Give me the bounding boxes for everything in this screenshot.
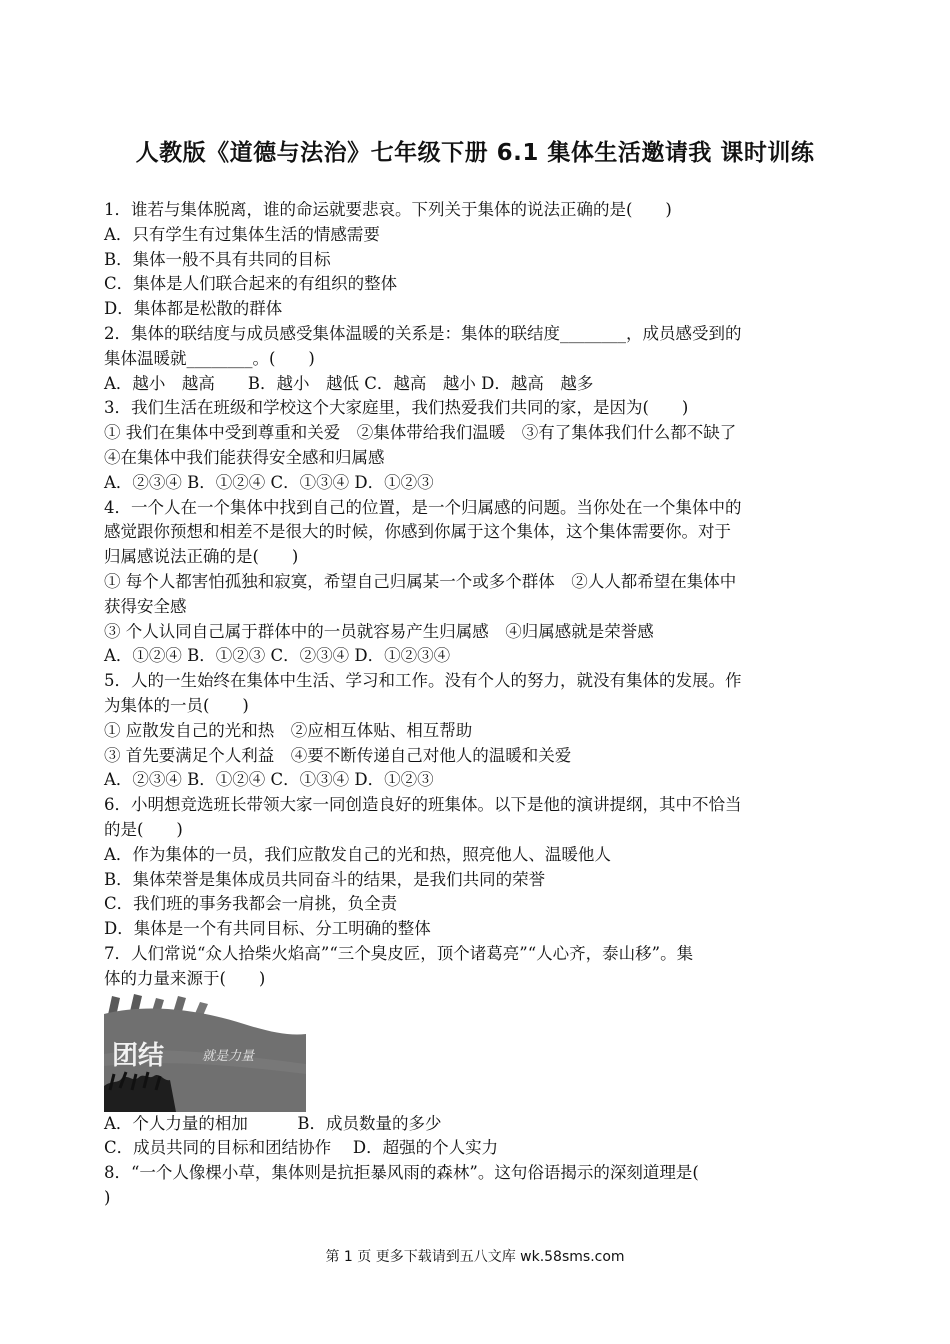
text-line: B．集体荣誉是集体成员共同奋斗的结果，是我们共同的荣誉 <box>104 869 546 889</box>
text-line: ① 每个人都害怕孤独和寂寞，希望自己归属某一个或多个群体 ②人人都希望在集体中 <box>104 571 737 591</box>
text-line: 1．谁若与集体脱离，谁的命运就要悲哀。下列关于集体的说法正确的是( ) <box>104 200 672 219</box>
text-line: B．集体一般不具有共同的目标 <box>104 249 331 269</box>
text-line: ③ 首先要满足个人利益 ④要不断传递自己对他人的温暖和关爱 <box>104 745 572 765</box>
page-footer: 第 1 页 更多下载请到五八文库 wk.58sms.com <box>325 1249 625 1265</box>
text-line: ③ 个人认同自己属于群体中的一员就容易产生归属感 ④归属感就是荣誉感 <box>104 621 654 641</box>
text-line: 6．小明想竞选班长带领大家一同创造良好的班集体。以下是他的演讲提纲，其中不恰当 <box>104 795 742 815</box>
text-line: C．集体是人们联合起来的有组织的整体 <box>104 274 398 294</box>
text-line: 集体温暖就________。( ) <box>104 348 315 368</box>
text-line: D．集体都是松散的群体 <box>104 299 283 319</box>
text-line: 3．我们生活在班级和学校这个大家庭里，我们热爱我们共同的家，是因为( ) <box>104 398 689 418</box>
text-line: 归属感说法正确的是( ) <box>104 547 299 567</box>
text-line: A．②③④ B．①②④ C．①③④ D．①②③ <box>104 770 434 790</box>
text-line: 2．集体的联结度与成员感受集体温暖的关系是：集体的联结度________，成员感受到的 <box>104 323 742 343</box>
text-line: A．②③④ B．①②④ C．①③④ D．①②③ <box>104 472 434 492</box>
questions-after-figure <box>104 1112 846 1211</box>
text-line: 4．一个人在一个集体中找到自己的位置，是一个归属感的问题。当你处在一个集体中的 <box>104 497 742 517</box>
unity-banner-image <box>104 994 306 1112</box>
text-line: A．只有学生有过集体生活的情感需要 <box>104 224 380 244</box>
text-line: 5．人的一生始终在集体中生活、学习和工作。没有个人的努力，就没有集体的发展。作 <box>104 671 742 691</box>
question-body <box>104 198 846 1211</box>
text-line: A．个人力量的相加 B．成员数量的多少 <box>104 1113 442 1133</box>
text-line: 获得安全感 <box>104 596 187 616</box>
text-line: A．①②④ B．①②③ C．②③④ D．①②③④ <box>104 646 451 666</box>
text-line: C．我们班的事务我都会一肩挑，负全责 <box>104 894 398 914</box>
document-title: 人教版《道德与法治》七年级下册 6.1 集体生活邀请我 课时训练 <box>135 140 815 166</box>
text-line: D．集体是一个有共同目标、分工明确的整体 <box>104 919 431 939</box>
text-line: ① 我们在集体中受到尊重和关爱 ②集体带给我们温暖 ③有了集体我们什么都不缺了 <box>104 423 737 443</box>
text-line: 7．人们常说“众人拾柴火焰高”“三个臭皮匠，顶个诸葛亮”“人心齐，泰山移”。集 <box>104 943 694 963</box>
text-line: A．越小 越高 B．越小 越低 C．越高 越小 D．越高 越多 <box>104 373 594 393</box>
text-line: 感觉跟你预想和相差不是很大的时候，你感到你属于这个集体，这个集体需要你。对于 <box>104 522 731 542</box>
text-line: 体的力量来源于( ) <box>104 968 266 988</box>
questions-before-figure <box>104 198 846 992</box>
text-line: 为集体的一员( ) <box>104 695 249 715</box>
text-line: C．成员共同的目标和团结协作 D．超强的个人实力 <box>104 1138 499 1158</box>
banner-main-text: 团结 <box>112 1040 165 1071</box>
text-line: A．作为集体的一员，我们应散发自己的光和热，照亮他人、温暖他人 <box>104 844 611 864</box>
text-line: 的是( ) <box>104 819 183 839</box>
text-line: ① 应散发自己的光和热 ②应相互体贴、相互帮助 <box>104 720 473 740</box>
text-line: 8．“一个人像棵小草，集体则是抗拒暴风雨的森林”。这句俗语揭示的深刻道理是( <box>104 1163 699 1183</box>
text-line: ) <box>104 1187 111 1207</box>
banner-sub-text: 就是力量 <box>202 1048 255 1064</box>
text-line: ④在集体中我们能获得安全感和归属感 <box>104 447 385 467</box>
banner-illustration <box>104 994 306 1112</box>
